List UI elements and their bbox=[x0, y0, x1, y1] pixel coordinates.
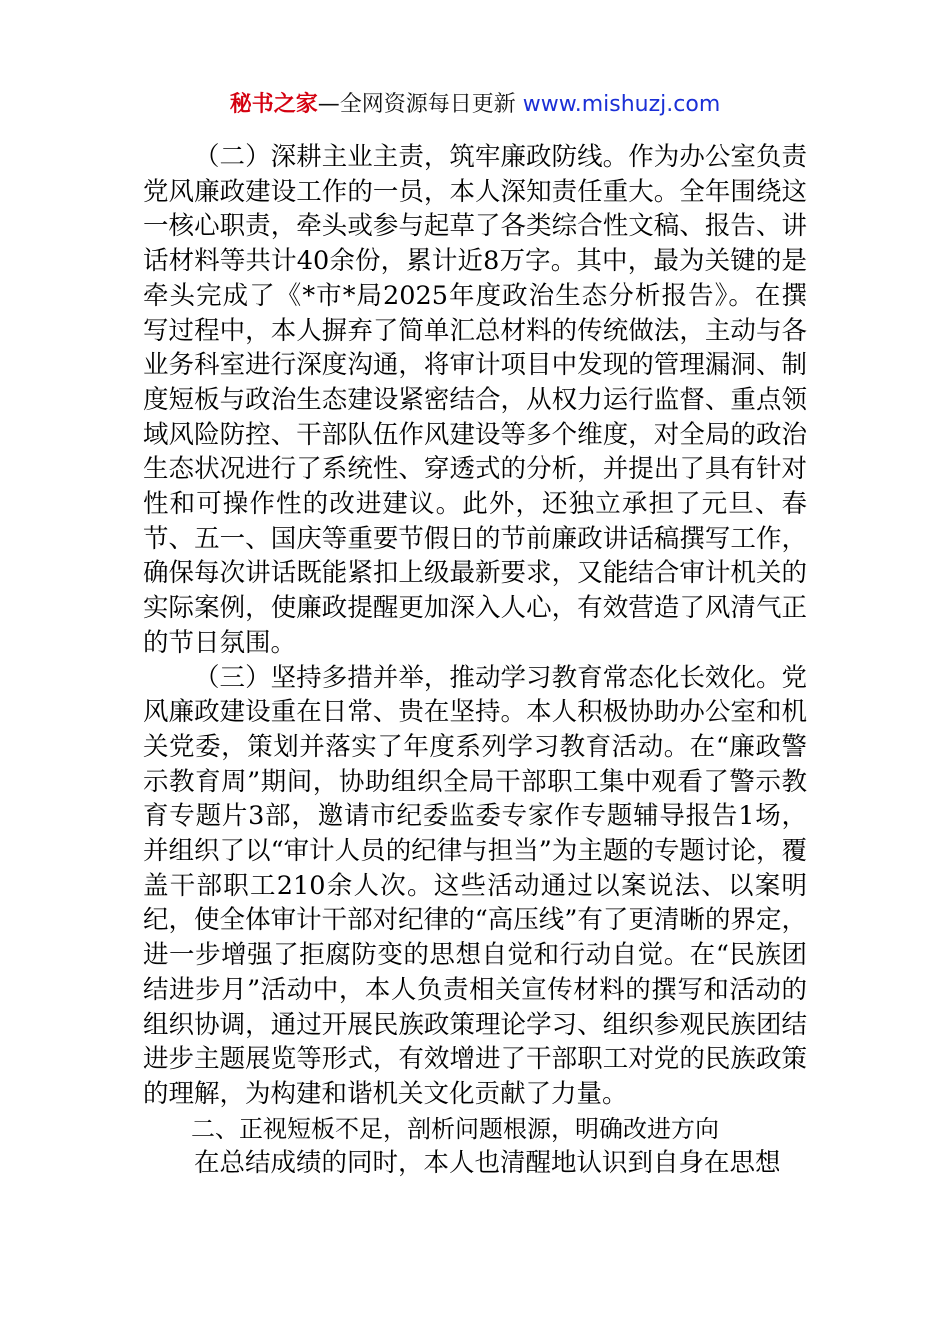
site-url-link[interactable]: www.mishuzj.com bbox=[522, 92, 721, 117]
brand-name: 秘书之家 bbox=[229, 92, 318, 117]
document-body bbox=[143, 140, 807, 1181]
paragraph-section-2: （二）深耕主业主责，筑牢廉政防线。作为办公室负责党风廉政建设工作的一员，本人深知责任重大。全年围绕这一核心职责，牵头或参与起草了各类综合性文稿、报告、讲话材料等共计40余份，累计近8万字。其中，最为关键的是牵头完成了《*市*局2025年度政治生态分析报告》。在撰写过程中，本人摒弃了简单汇总材料的传统做法，主动与各业务科室进行深度沟通，将审计项目中发现的管理漏洞、制度短板与政治生态建设紧密结合，从权力运行监督、重点领域风险防控、干部队伍作风建设等多个维度，对全局的政治生态状况进行了系统性、穿透式的分析，并提出了具有针对性和可操作性的改进建议。此外，还独立承担了元旦、春节、五一、国庆等重要节假日的节前廉政讲话稿撰写工作，确保每次讲话既能紧扣上级最新要求，又能结合审计机关的实际案例，使廉政提醒更加深入人心，有效营造了风清气正的节日氛围。 bbox=[143, 142, 807, 658]
header-tagline: —全网资源每日更新 bbox=[317, 92, 516, 117]
paragraph-section-3: （三）坚持多措并举，推动学习教育常态化长效化。党风廉政建设重在日常、贵在坚持。本人积极协助办公室和机关党委，策划并落实了年度系列学习教育活动。在“廉政警示教育周”期间，协助组织全局干部职工集中观看了警示教育专题片3部，邀请市纪委监委专家作专题辅导报告1场，并组织了以“审计人员的纪律与担当”为主题的专题讨论，覆盖干部职工210余人次。这些活动通过以案说法、以案明纪，使全体审计干部对纪律的“高压线”有了更清晰的界定，进一步增强了拒腐防变的思想自觉和行动自觉。在“民族团结进步月”活动中，本人负责相关宣传材料的撰写和活动的组织协调，通过开展民族政策理论学习、组织参观民族团结进步主题展览等形式，有效增进了干部职工对党的民族政策的理解，为构建和谐机关文化贡献了力量。 bbox=[143, 662, 807, 1109]
section-heading: 二、正视短板不足，剖析问题根源，明确改进方向 bbox=[191, 1114, 719, 1143]
paragraph-closing: 在总结成绩的同时，本人也清醒地认识到自身在思想 bbox=[194, 1148, 781, 1179]
site-header bbox=[0, 88, 950, 122]
